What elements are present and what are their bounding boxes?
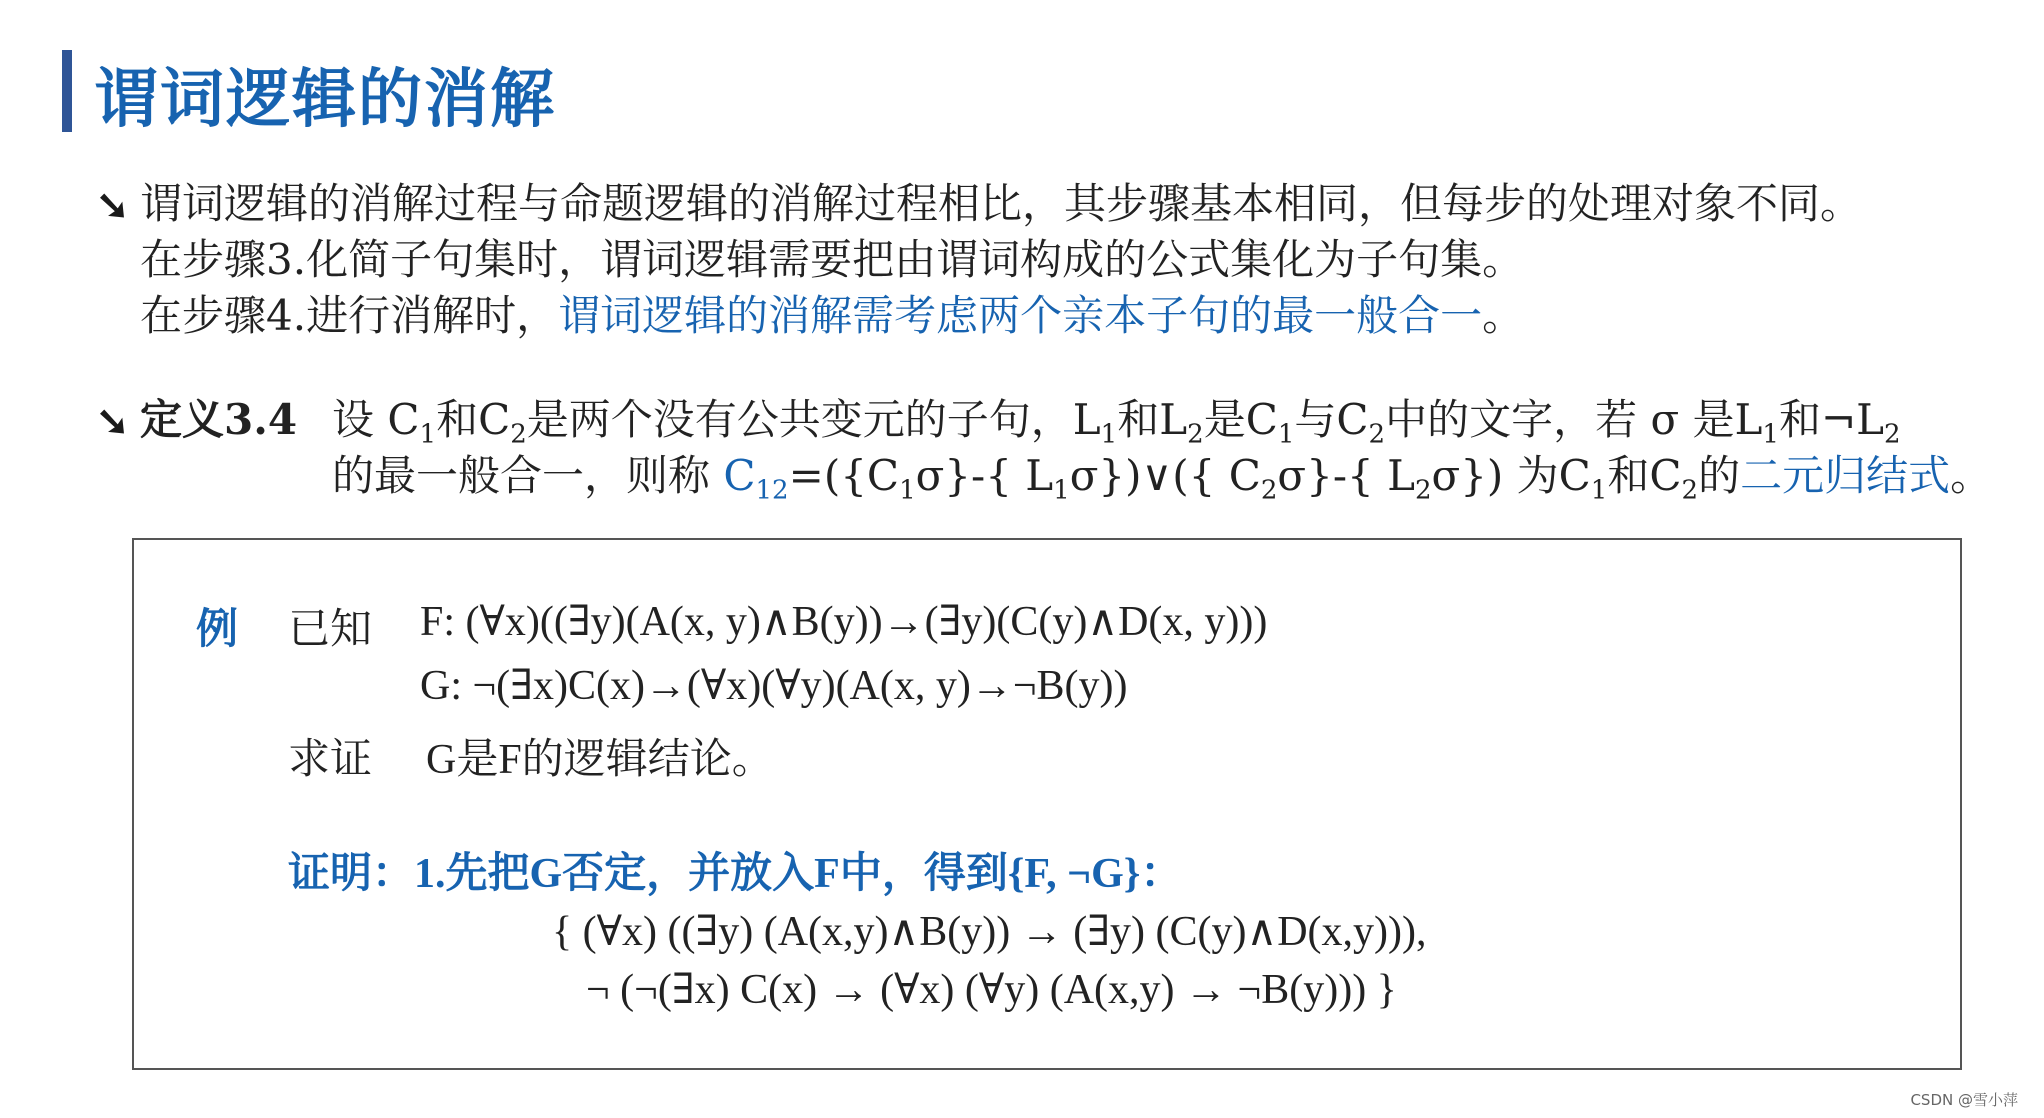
prove-text: G是F的逻辑结论。 — [426, 737, 774, 783]
bullet1-line3 — [140, 288, 1524, 344]
clause-set-line2: ¬ (¬(∃x) C(x) → (∀x) (∀y) (A(x,y) → ¬B(y))) } — [586, 967, 1397, 1013]
watermark: CSDN @雪小萍 — [1910, 1091, 2018, 1109]
bullet-arrow-icon: ➘ — [96, 182, 130, 229]
example-label: 例 — [196, 607, 239, 653]
bullet1-line3-prefix: 在步骤4.进行消解时， — [140, 291, 559, 340]
clause-set-line1: { (∀x) ((∃y) (A(x,y)∧B(y)) → (∃y) (C(y)∧D(x,y))), — [552, 909, 1427, 955]
known-label: 已知 — [288, 607, 373, 653]
bullet-arrow-icon: ➘ — [96, 398, 130, 445]
binary-resolvent-term: 二元归结式 — [1740, 451, 1951, 500]
bullet1-line1: 谓词逻辑的消解过程与命题逻辑的消解过程相比，其步骤基本相同，但每步的处理对象不同。 — [140, 179, 1863, 228]
bullet1-line2: 在步骤3.化简子句集时，谓词逻辑需要把由谓词构成的公式集化为子句集。 — [140, 235, 1525, 284]
proof-heading: 证明：1.先把G否定，并放入F中，得到{F, ¬G}： — [288, 851, 1183, 897]
definition-label: 定义3.4 — [140, 395, 298, 444]
definition-line2: 的最一般合一，则称 $C_{12}=(\{C_1\sigma\}-${ $L_1\sigma\})\vee$({ $C_2\sigma\}-${ $L_2\sigma$}) 为$C_1$和$C_2$的二元归结式。 — [332, 451, 1993, 506]
page-title: 谓词逻辑的消解 — [94, 63, 556, 137]
title-accent-bar — [62, 50, 72, 132]
bullet1-line3-end: 。 — [1482, 291, 1525, 340]
formula-F: F: (∀x)((∃y)(A(x, y)∧B(y))→(∃y)(C(y)∧D(x, y))) — [420, 599, 1268, 645]
prove-label: 求证 — [288, 737, 373, 783]
definition-line1: 设 $C_1$和$C_2$是两个没有公共变元的子句，$L_1$和$L_2$是$C_1$与$C_2$中的文字，若 σ 是$L_1$和$\neg L_2$ — [332, 395, 1901, 450]
formula-G: G: ¬(∃x)C(x)→(∀x)(∀y)(A(x, y)→¬B(y)) — [420, 663, 1128, 709]
resolvent-symbol: $C_{12}$ — [723, 451, 789, 506]
bullet1-line3-highlight: 谓词逻辑的消解需考虑两个亲本子句的最一般合一 — [558, 291, 1483, 340]
